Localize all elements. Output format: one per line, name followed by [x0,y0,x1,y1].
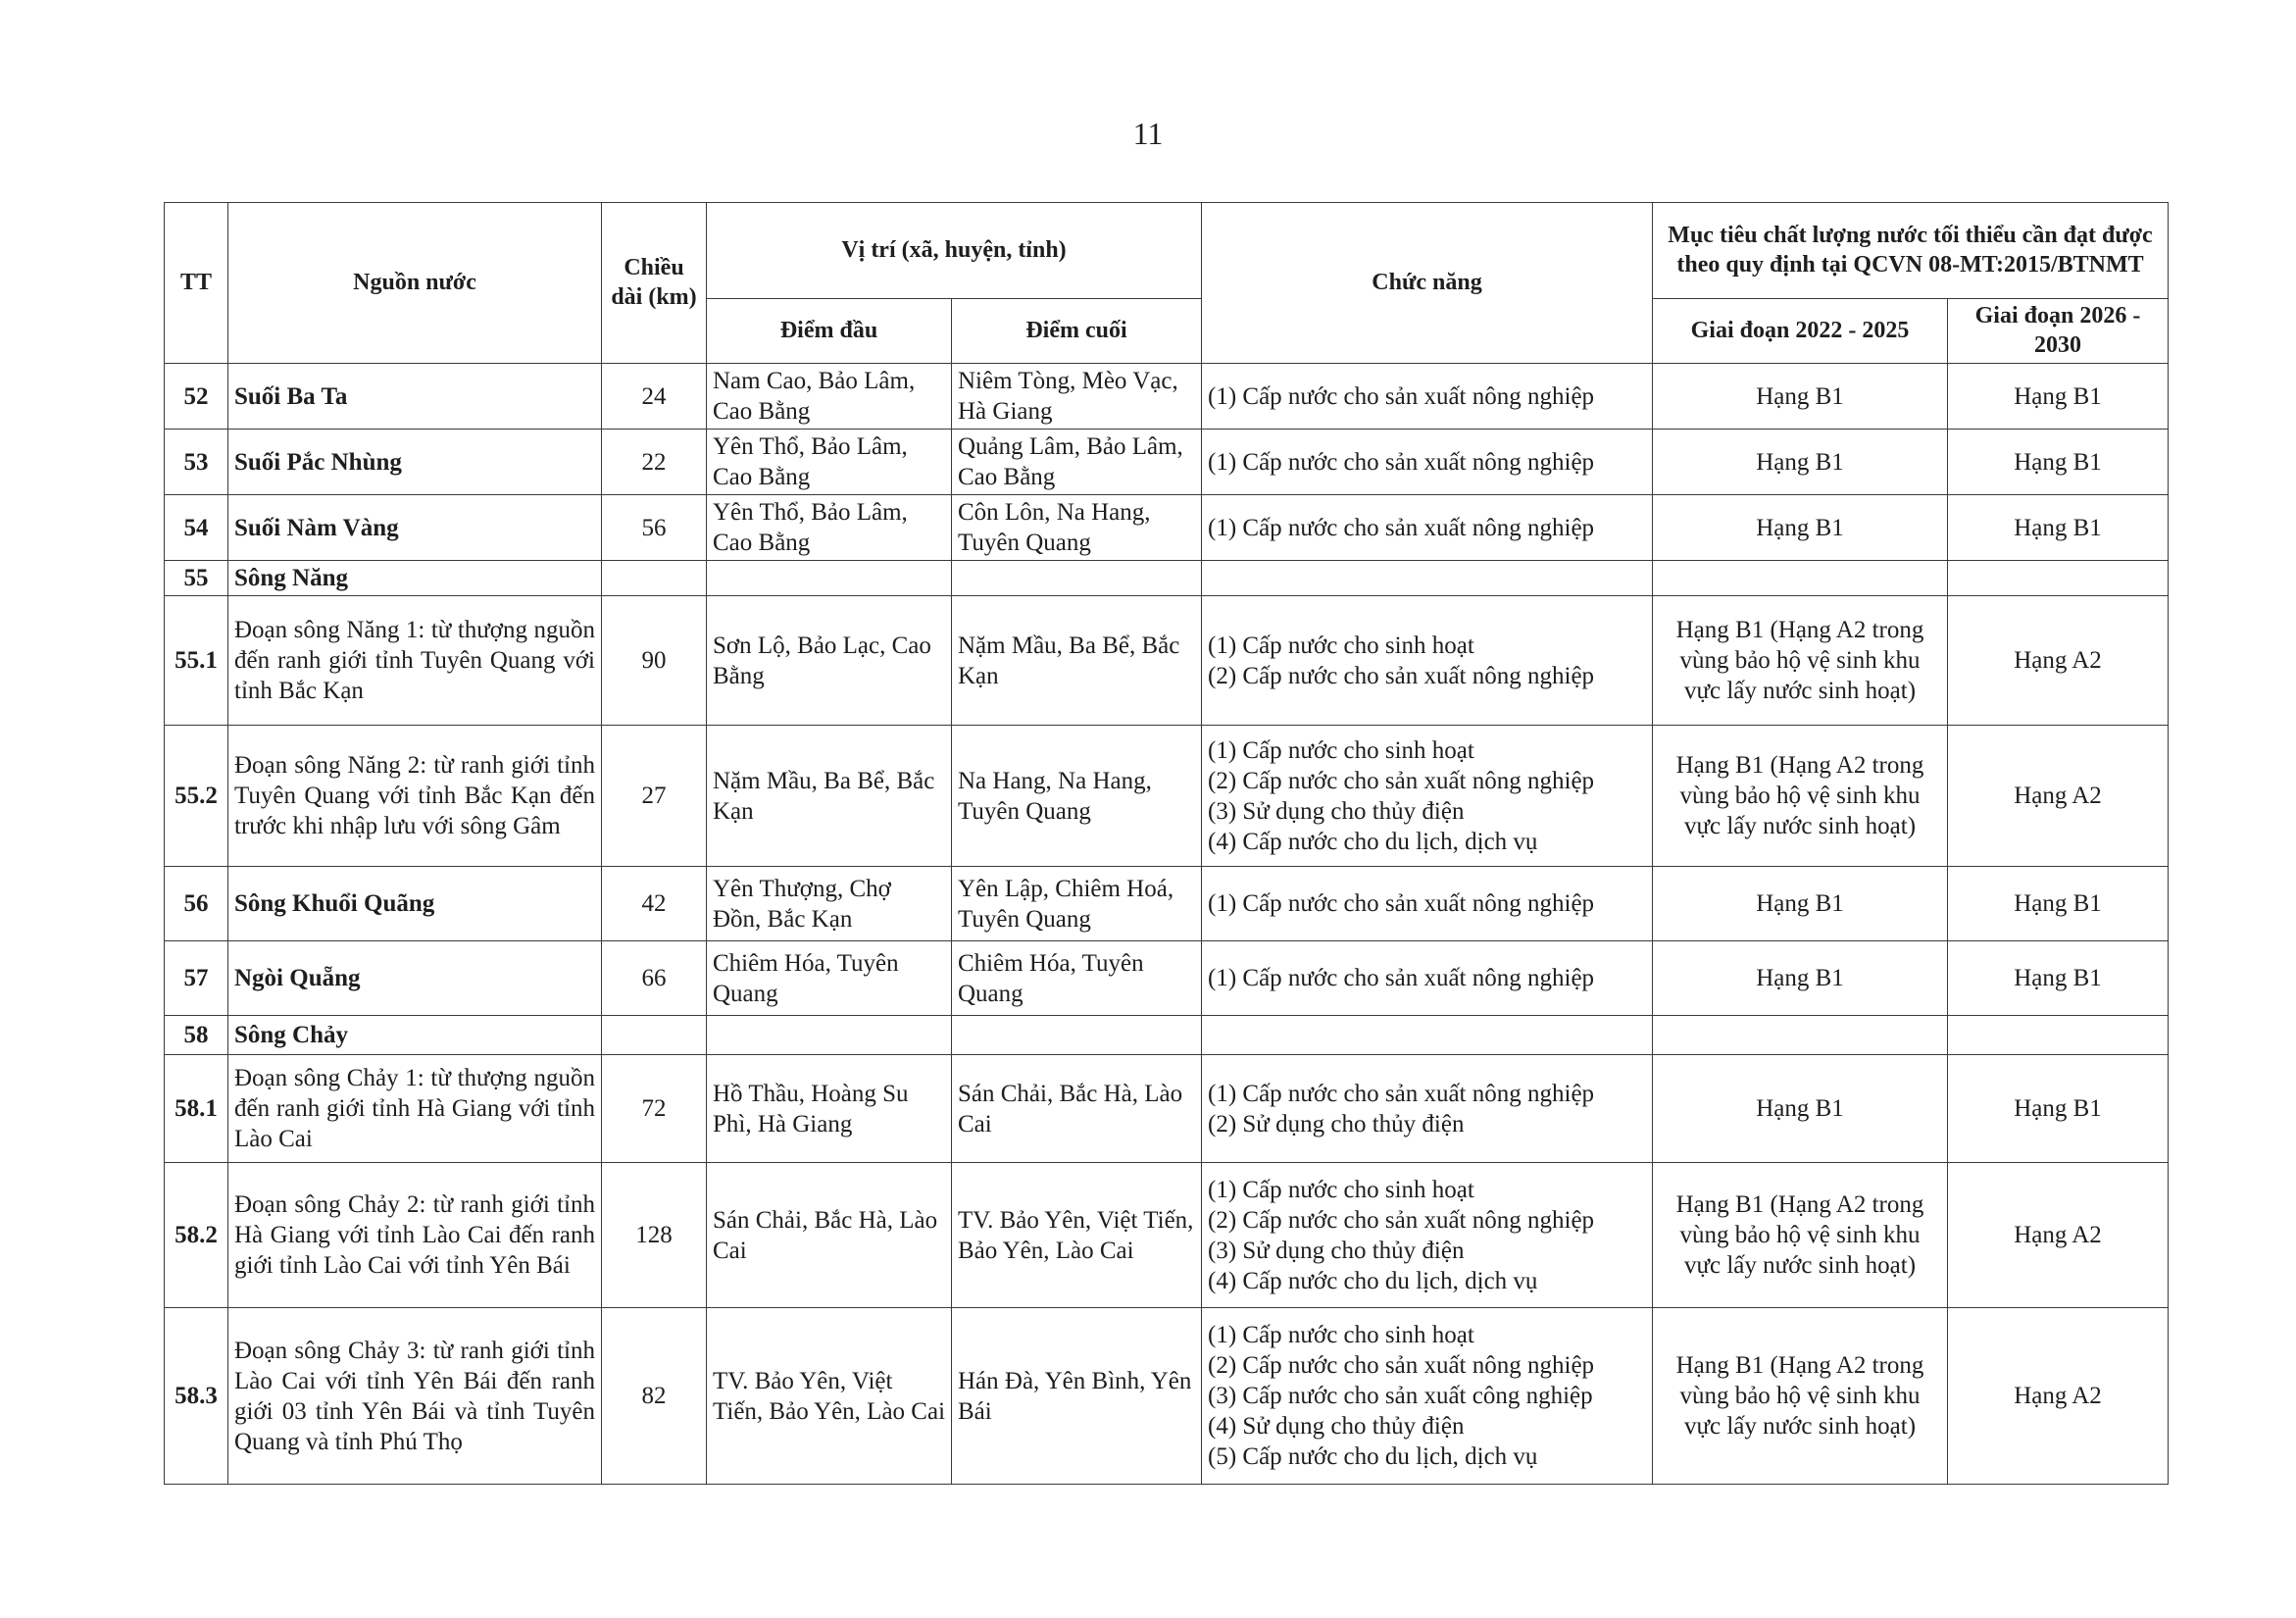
cell-length: 27 [602,726,707,867]
cell-empty [1202,1016,1653,1055]
cell-start: Chiêm Hóa, Tuyên Quang [707,941,952,1016]
cell-empty [1653,561,1948,596]
cell-name: Suối Pắc Nhùng [228,430,602,495]
function-line: (4) Sử dụng cho thủy điện [1208,1413,1465,1440]
cell-period-2: Hạng B1 [1948,430,2169,495]
cell-end: TV. Bảo Yên, Việt Tiến, Bảo Yên, Lào Cai [952,1163,1202,1308]
cell-period-2: Hạng B1 [1948,941,2169,1016]
cell-tt: 55.2 [165,726,228,867]
cell-period-2: Hạng A2 [1948,726,2169,867]
cell-length: 90 [602,596,707,726]
table-row [165,1308,2169,1485]
cell-end: Côn Lôn, Na Hang, Tuyên Quang [952,495,1202,561]
cell-empty [707,561,952,596]
header-location: Vị trí (xã, huyện, tỉnh) [707,203,1202,299]
cell-name: Đoạn sông Chảy 1: từ thượng nguồn đến ranh giới tỉnh Hà Giang với tỉnh Lào Cai [228,1055,602,1163]
header-tt: TT [165,203,228,364]
table-row [165,561,2169,596]
function-line: (1) Cấp nước cho sản xuất nông nghiệp [1208,965,1595,991]
cell-period-1: Hạng B1 [1653,867,1948,941]
cell-name: Sông Khuổi Quãng [228,867,602,941]
function-line: (2) Cấp nước cho sản xuất nông nghiệp [1208,662,1595,689]
cell-period-2: Hạng B1 [1948,867,2169,941]
function-line: (1) Cấp nước cho sản xuất nông nghiệp [1208,890,1595,917]
cell-tt: 58.3 [165,1308,228,1485]
cell-empty [952,1016,1202,1055]
cell-tt: 52 [165,364,228,430]
cell-tt: 57 [165,941,228,1016]
function-line: (2) Sử dụng cho thủy điện [1208,1110,1465,1138]
cell-end: Nặm Mầu, Ba Bể, Bắc Kạn [952,596,1202,726]
water-quality-table [164,202,2169,1485]
header-start: Điểm đầu [707,299,952,364]
table-row [165,726,2169,867]
function-line: (1) Cấp nước cho sinh hoạt [1208,1322,1474,1348]
cell-length: 72 [602,1055,707,1163]
function-line: (2) Cấp nước cho sản xuất nông nghiệp [1208,767,1595,794]
table-row [165,1163,2169,1308]
function-line: (5) Cấp nước cho du lịch, dịch vụ [1208,1443,1538,1470]
cell-length: 128 [602,1163,707,1308]
function-line: (3) Sử dụng cho thủy điện [1208,1237,1465,1264]
cell-end: Yên Lập, Chiêm Hoá, Tuyên Quang [952,867,1202,941]
cell-end: Hán Đà, Yên Bình, Yên Bái [952,1308,1202,1485]
cell-function [1202,867,1653,941]
cell-tt: 54 [165,495,228,561]
cell-function [1202,941,1653,1016]
cell-tt: 58 [165,1016,228,1055]
function-line: (1) Cấp nước cho sản xuất nông nghiệp [1208,448,1595,476]
cell-function [1202,364,1653,430]
cell-length: 42 [602,867,707,941]
table-row [165,1016,2169,1055]
cell-period-1: Hạng B1 [1653,495,1948,561]
cell-period-2: Hạng A2 [1948,1308,2169,1485]
cell-length: 24 [602,364,707,430]
cell-name: Đoạn sông Chảy 3: từ ranh giới tỉnh Lào Cai với tỉnh Yên Bái đến ranh giới 03 tỉnh Yên Bái và tỉnh Tuyên Quang và tỉnh Phú Thọ [228,1308,602,1485]
cell-empty [602,561,707,596]
cell-function [1202,596,1653,726]
cell-tt: 55 [165,561,228,596]
cell-empty [707,1016,952,1055]
cell-period-1: Hạng B1 [1653,364,1948,430]
cell-period-1: Hạng B1 (Hạng A2 trong vùng bảo hộ vệ sinh khu vực lấy nước sinh hoạt) [1653,1308,1948,1485]
cell-name: Ngòi Quẵng [228,941,602,1016]
function-line: (2) Cấp nước cho sản xuất nông nghiệp [1208,1352,1595,1379]
header-period-1: Giai đoạn 2022 - 2025 [1653,299,1948,364]
cell-name: Đoạn sông Chảy 2: từ ranh giới tỉnh Hà Giang với tỉnh Lào Cai đến ranh giới tỉnh Lào Cai với tỉnh Yên Bái [228,1163,602,1308]
header-length: Chiều dài (km) [602,203,707,364]
function-line: (1) Cấp nước cho sản xuất nông nghiệp [1208,514,1595,541]
header-end: Điểm cuối [952,299,1202,364]
table-row [165,867,2169,941]
cell-period-2: Hạng B1 [1948,364,2169,430]
table-row [165,430,2169,495]
cell-name: Suối Nàm Vàng [228,495,602,561]
cell-period-1: Hạng B1 [1653,1055,1948,1163]
table-row [165,364,2169,430]
cell-end: Niêm Tòng, Mèo Vạc, Hà Giang [952,364,1202,430]
cell-period-2: Hạng A2 [1948,1163,2169,1308]
cell-function [1202,1163,1653,1308]
cell-name: Sông Năng [228,561,602,596]
header-source: Nguồn nước [228,203,602,364]
cell-length: 22 [602,430,707,495]
function-line: (3) Sử dụng cho thủy điện [1208,797,1465,825]
cell-tt: 58.2 [165,1163,228,1308]
cell-end: Quảng Lâm, Bảo Lâm, Cao Bằng [952,430,1202,495]
cell-end: Na Hang, Na Hang, Tuyên Quang [952,726,1202,867]
cell-name: Đoạn sông Năng 1: từ thượng nguồn đến ranh giới tỉnh Tuyên Quang với tỉnh Bắc Kạn [228,596,602,726]
cell-empty [1653,1016,1948,1055]
cell-function [1202,726,1653,867]
cell-end: Sán Chải, Bắc Hà, Lào Cai [952,1055,1202,1163]
cell-tt: 56 [165,867,228,941]
page-number: 11 [1132,116,1164,151]
cell-start: TV. Bảo Yên, Việt Tiến, Bảo Yên, Lào Cai [707,1308,952,1485]
cell-function [1202,430,1653,495]
header-target: Mục tiêu chất lượng nước tối thiểu cần đạt được theo quy định tại QCVN 08-MT:2015/BTNMT [1653,203,2169,299]
cell-tt: 58.1 [165,1055,228,1163]
function-line: (4) Cấp nước cho du lịch, dịch vụ [1208,1267,1538,1294]
table-row [165,1055,2169,1163]
cell-start: Nam Cao, Bảo Lâm, Cao Bằng [707,364,952,430]
cell-empty [1948,1016,2169,1055]
cell-function [1202,1308,1653,1485]
cell-period-1: Hạng B1 (Hạng A2 trong vùng bảo hộ vệ sinh khu vực lấy nước sinh hoạt) [1653,596,1948,726]
cell-empty [952,561,1202,596]
cell-period-1: Hạng B1 [1653,430,1948,495]
header-function: Chức năng [1202,203,1653,364]
header-period-2: Giai đoạn 2026 - 2030 [1948,299,2169,364]
cell-start: Yên Thổ, Bảo Lâm, Cao Bằng [707,495,952,561]
cell-length: 56 [602,495,707,561]
cell-tt: 53 [165,430,228,495]
table-body [165,364,2169,1485]
cell-empty [1948,561,2169,596]
function-line: (4) Cấp nước cho du lịch, dịch vụ [1208,828,1538,855]
cell-start: Yên Thượng, Chợ Đồn, Bắc Kạn [707,867,952,941]
cell-period-2: Hạng A2 [1948,596,2169,726]
cell-start: Hồ Thầu, Hoàng Su Phì, Hà Giang [707,1055,952,1163]
cell-empty [602,1016,707,1055]
cell-function [1202,1055,1653,1163]
cell-period-2: Hạng B1 [1948,495,2169,561]
cell-name: Suối Ba Ta [228,364,602,430]
cell-period-2: Hạng B1 [1948,1055,2169,1163]
cell-start: Nặm Mầu, Ba Bể, Bắc Kạn [707,726,952,867]
table-row [165,941,2169,1016]
cell-period-1: Hạng B1 (Hạng A2 trong vùng bảo hộ vệ sinh khu vực lấy nước sinh hoạt) [1653,1163,1948,1308]
cell-tt: 55.1 [165,596,228,726]
function-line: (1) Cấp nước cho sinh hoạt [1208,632,1474,659]
cell-length: 82 [602,1308,707,1485]
function-line: (1) Cấp nước cho sinh hoạt [1208,1176,1474,1203]
cell-start: Sán Chải, Bắc Hà, Lào Cai [707,1163,952,1308]
cell-start: Sơn Lộ, Bảo Lạc, Cao Bằng [707,596,952,726]
function-line: (1) Cấp nước cho sản xuất nông nghiệp [1208,1080,1595,1107]
cell-period-1: Hạng B1 [1653,941,1948,1016]
cell-length: 66 [602,941,707,1016]
cell-start: Yên Thổ, Bảo Lâm, Cao Bằng [707,430,952,495]
function-line: (1) Cấp nước cho sinh hoạt [1208,736,1474,764]
function-line: (3) Cấp nước cho sản xuất công nghiệp [1208,1383,1593,1409]
table-row [165,495,2169,561]
cell-function [1202,495,1653,561]
function-line: (1) Cấp nước cho sản xuất nông nghiệp [1208,382,1595,410]
cell-end: Chiêm Hóa, Tuyên Quang [952,941,1202,1016]
cell-name: Sông Chảy [228,1016,602,1055]
cell-period-1: Hạng B1 (Hạng A2 trong vùng bảo hộ vệ sinh khu vực lấy nước sinh hoạt) [1653,726,1948,867]
cell-name: Đoạn sông Năng 2: từ ranh giới tỉnh Tuyên Quang với tỉnh Bắc Kạn đến trước khi nhập lưu với sông Gâm [228,726,602,867]
table-row [165,596,2169,726]
function-line: (2) Cấp nước cho sản xuất nông nghiệp [1208,1206,1595,1234]
cell-empty [1202,561,1653,596]
